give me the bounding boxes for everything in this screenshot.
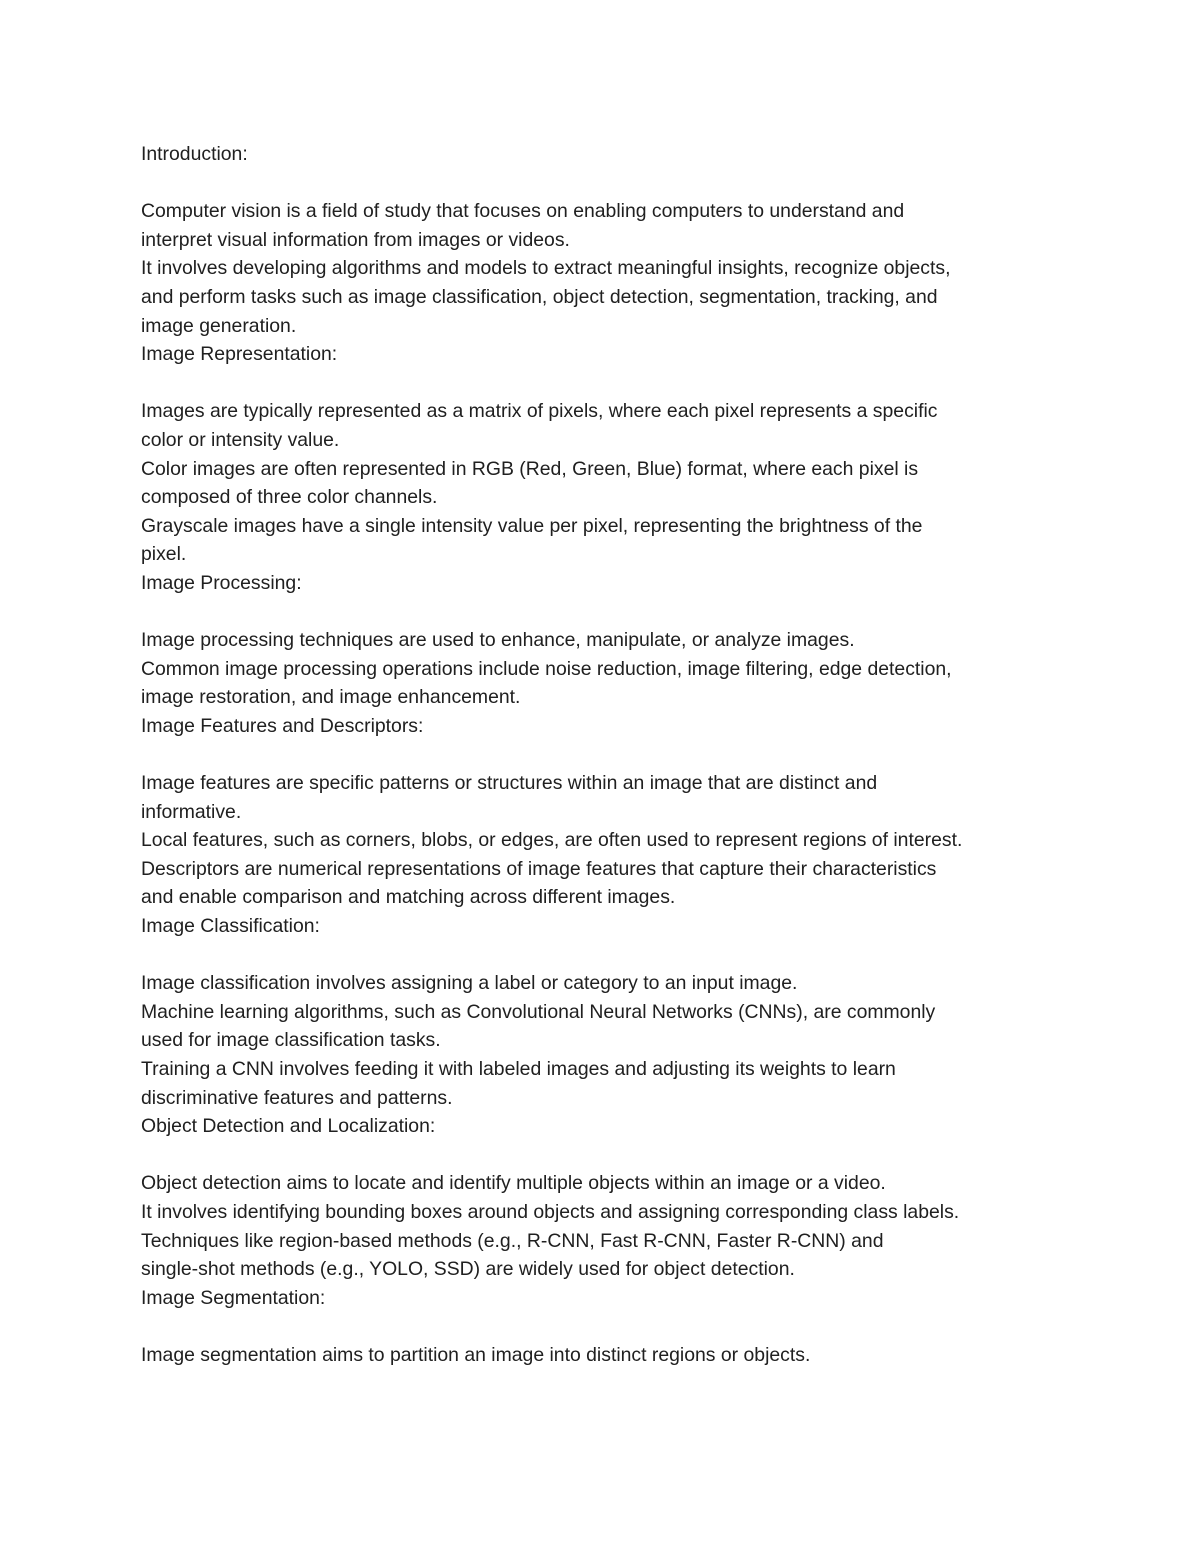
paragraph: It involves identifying bounding boxes around objects and assigning corresponding class labels. (141, 1200, 960, 1223)
blank-line (141, 369, 1081, 398)
paragraph: Common image processing operations include noise reduction, image filtering, edge detection, image restoration, and image enhancement. (141, 657, 952, 709)
paragraph: Color images are often represented in RGB (Red, Green, Blue) format, where each pixel is composed of three color channels. (141, 457, 919, 509)
blank-line (141, 1141, 1081, 1170)
paragraph: Grayscale images have a single intensity value per pixel, representing the brightness of the pixel. (141, 514, 923, 566)
section-heading-image-representation: Image Representation: (141, 343, 338, 366)
paragraph: Image segmentation aims to partition an image into distinct regions or objects. (141, 1343, 811, 1366)
section-heading-image-classification: Image Classification: (141, 915, 320, 938)
blank-line (141, 740, 1081, 769)
section-heading-image-features: Image Features and Descriptors: (141, 714, 424, 737)
section-heading-image-processing: Image Processing: (141, 571, 302, 594)
paragraph: Images are typically represented as a matrix of pixels, where each pixel represents a specific color or intensity value. (141, 400, 938, 451)
paragraph: Machine learning algorithms, such as Convolutional Neural Networks (CNNs), are commonly used for image classification tasks. (141, 1000, 936, 1052)
paragraph: Object detection aims to locate and identify multiple objects within an image or a video. (141, 1172, 886, 1195)
section-heading-object-detection: Object Detection and Localization: (141, 1115, 436, 1138)
paragraph: Image classification involves assigning a label or category to an input image. (141, 972, 798, 995)
paragraph: Descriptors are numerical representations of image features that capture their characteristics and enable comparison and matching across different images. (141, 857, 937, 909)
section-heading-image-segmentation: Image Segmentation: (141, 1286, 326, 1309)
document-body (141, 140, 1081, 1370)
paragraph: Local features, such as corners, blobs, or edges, are often used to represent regions of interest. (141, 829, 963, 852)
section-heading-introduction: Introduction: (141, 143, 248, 165)
blank-line (141, 598, 1081, 627)
paragraph: Image features are specific patterns or structures within an image that are distinct and informative. (141, 772, 878, 823)
paragraph: Image processing techniques are used to enhance, manipulate, or analyze images. (141, 629, 855, 652)
blank-line (141, 1312, 1081, 1341)
paragraph: It involves developing algorithms and models to extract meaningful insights, recognize objects, and perform tasks such as image classification, object detection, segmentation, tracking, and image generation. (141, 257, 951, 337)
paragraph: Techniques like region-based methods (e.g., R-CNN, Fast R-CNN, Faster R-CNN) and single-shot methods (e.g., YOLO, SSD) are widely used for object detection. (141, 1229, 884, 1281)
paragraph: Computer vision is a field of study that focuses on enabling computers to understand and interpret visual information from images or videos. (141, 200, 905, 251)
blank-line (141, 169, 1081, 198)
blank-line (141, 941, 1081, 970)
paragraph: Training a CNN involves feeding it with labeled images and adjusting its weights to learn discriminative features and patterns. (141, 1058, 896, 1109)
